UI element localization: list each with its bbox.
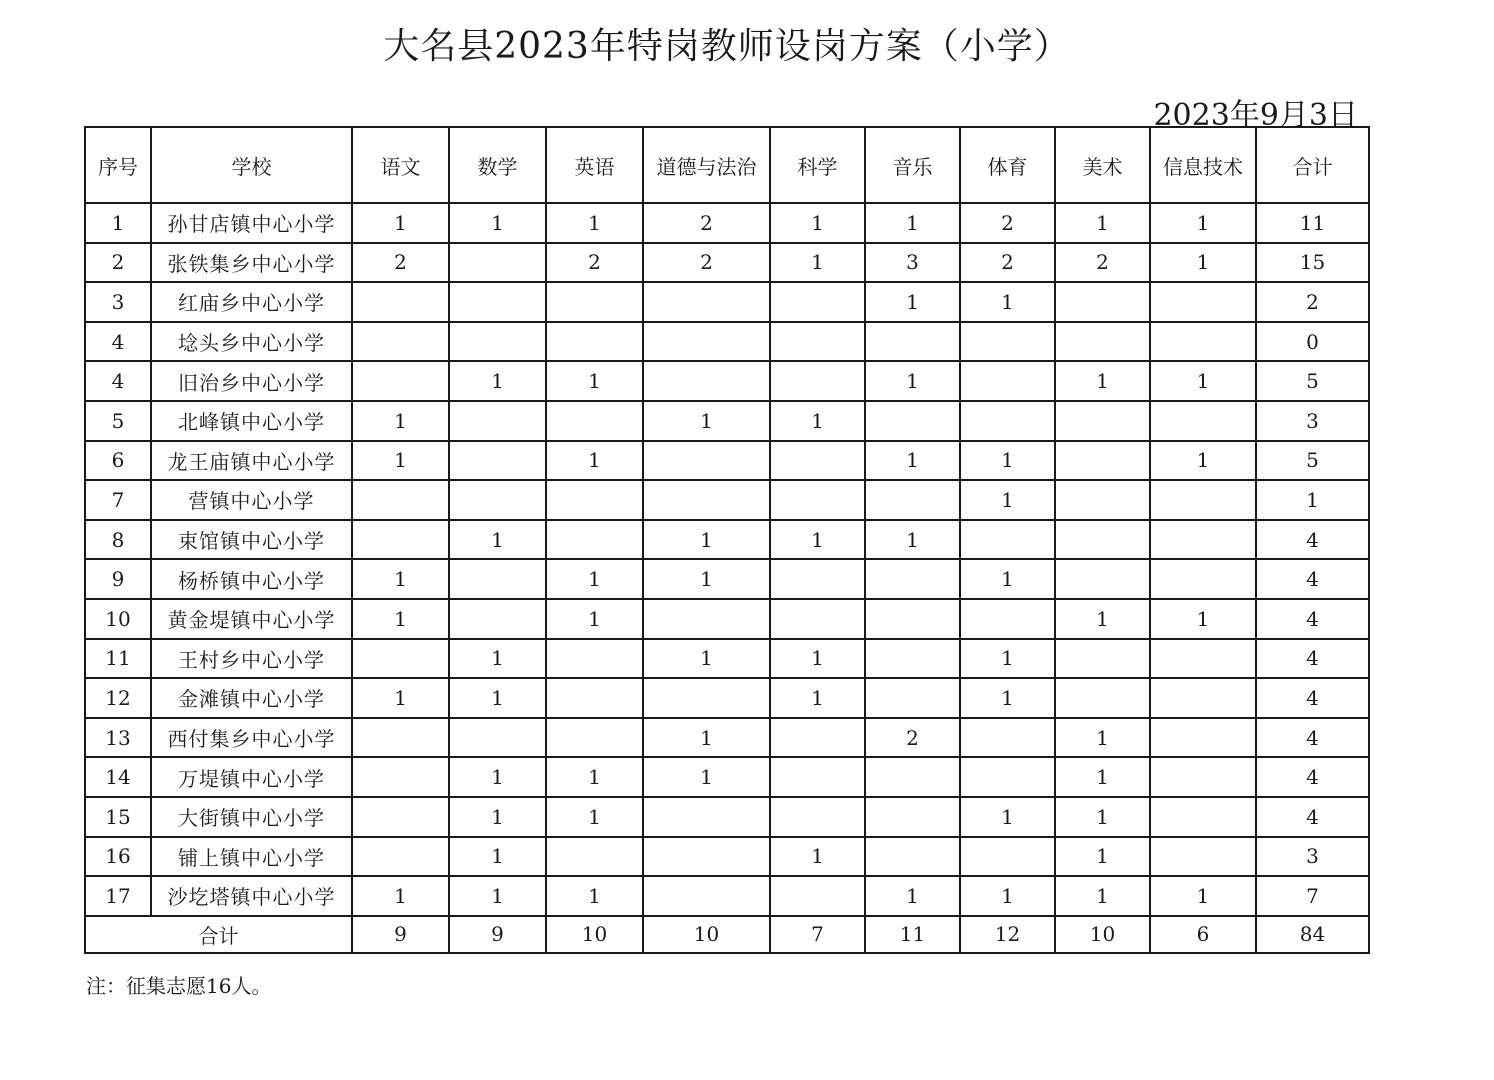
- post-count-cell: [770, 361, 865, 401]
- table-row: [85, 520, 1369, 560]
- post-count-cell: 1: [865, 441, 960, 481]
- column-header-pe: 体育: [960, 127, 1055, 203]
- table-row: [85, 480, 1369, 520]
- post-count-cell: [449, 243, 546, 283]
- table-row: [85, 361, 1369, 401]
- column-header-ethics-law: 道德与法治: [643, 127, 770, 203]
- column-header-index: 序号: [85, 127, 151, 203]
- post-count-cell: [865, 678, 960, 718]
- row-index-cell: 4: [85, 322, 151, 362]
- column-header-chinese: 语文: [352, 127, 449, 203]
- post-count-cell: 1: [770, 639, 865, 679]
- post-count-cell: [865, 480, 960, 520]
- post-count-cell: [643, 441, 770, 481]
- post-count-cell: 1: [643, 639, 770, 679]
- post-count-cell: [352, 837, 449, 877]
- post-count-cell: 1: [960, 282, 1055, 322]
- post-count-cell: 1: [546, 203, 643, 243]
- total-cell: 11: [865, 916, 960, 953]
- post-count-cell: [352, 718, 449, 758]
- post-count-cell: [1150, 480, 1256, 520]
- table-row: [85, 559, 1369, 599]
- totals-row: [85, 916, 1369, 953]
- row-total-cell: 4: [1256, 678, 1369, 718]
- post-count-cell: [1055, 322, 1150, 362]
- post-count-cell: 1: [770, 203, 865, 243]
- column-header-total: 合计: [1256, 127, 1369, 203]
- row-total-cell: 4: [1256, 599, 1369, 639]
- post-count-cell: [643, 837, 770, 877]
- post-count-cell: 1: [449, 876, 546, 916]
- total-cell: 7: [770, 916, 865, 953]
- post-count-cell: 2: [960, 243, 1055, 283]
- school-name-cell: 西付集乡中心小学: [151, 718, 352, 758]
- table-row: [85, 639, 1369, 679]
- post-count-cell: 1: [1150, 441, 1256, 481]
- post-count-cell: [1055, 401, 1150, 441]
- post-count-cell: [1055, 678, 1150, 718]
- row-total-cell: 4: [1256, 639, 1369, 679]
- column-header-it: 信息技术: [1150, 127, 1256, 203]
- school-name-cell: 北峰镇中心小学: [151, 401, 352, 441]
- row-index-cell: 6: [85, 441, 151, 481]
- post-count-cell: 1: [546, 559, 643, 599]
- column-header-art: 美术: [1055, 127, 1150, 203]
- post-count-cell: 1: [960, 480, 1055, 520]
- post-count-cell: [1055, 520, 1150, 560]
- post-count-cell: [1150, 797, 1256, 837]
- post-count-cell: [770, 282, 865, 322]
- post-count-cell: [1150, 639, 1256, 679]
- post-count-cell: [770, 599, 865, 639]
- school-name-cell: 王村乡中心小学: [151, 639, 352, 679]
- post-count-cell: [1150, 718, 1256, 758]
- post-count-cell: 1: [960, 876, 1055, 916]
- school-name-cell: 杨桥镇中心小学: [151, 559, 352, 599]
- row-index-cell: 5: [85, 401, 151, 441]
- school-name-cell: 营镇中心小学: [151, 480, 352, 520]
- post-count-cell: 1: [960, 797, 1055, 837]
- post-count-cell: 1: [643, 401, 770, 441]
- post-count-cell: [1055, 559, 1150, 599]
- total-cell: 6: [1150, 916, 1256, 953]
- post-count-cell: 1: [449, 520, 546, 560]
- post-count-cell: [643, 361, 770, 401]
- school-name-cell: 孙甘店镇中心小学: [151, 203, 352, 243]
- table-row: [85, 282, 1369, 322]
- post-count-cell: 1: [1055, 757, 1150, 797]
- post-count-cell: [1150, 757, 1256, 797]
- post-count-cell: 1: [1055, 876, 1150, 916]
- post-count-cell: 2: [352, 243, 449, 283]
- post-count-cell: [352, 480, 449, 520]
- post-count-cell: [770, 559, 865, 599]
- row-total-cell: 3: [1256, 401, 1369, 441]
- post-count-cell: 2: [546, 243, 643, 283]
- post-count-cell: 1: [449, 678, 546, 718]
- post-count-cell: 1: [1150, 203, 1256, 243]
- school-name-cell: 旧治乡中心小学: [151, 361, 352, 401]
- row-total-cell: 5: [1256, 441, 1369, 481]
- row-total-cell: 2: [1256, 282, 1369, 322]
- table-row: [85, 678, 1369, 718]
- post-count-cell: [449, 718, 546, 758]
- post-count-cell: 1: [449, 797, 546, 837]
- post-count-cell: 1: [352, 559, 449, 599]
- post-count-cell: [960, 520, 1055, 560]
- post-count-cell: 1: [546, 797, 643, 837]
- school-name-cell: 黄金堤镇中心小学: [151, 599, 352, 639]
- post-count-cell: [643, 480, 770, 520]
- post-count-cell: 1: [546, 876, 643, 916]
- post-count-cell: [449, 282, 546, 322]
- post-count-cell: 1: [865, 876, 960, 916]
- post-count-cell: [960, 361, 1055, 401]
- post-count-cell: [1055, 480, 1150, 520]
- post-count-cell: 2: [1055, 243, 1150, 283]
- post-count-cell: [352, 639, 449, 679]
- table-row: [85, 797, 1369, 837]
- post-count-cell: [960, 599, 1055, 639]
- post-count-cell: [546, 401, 643, 441]
- post-count-cell: 2: [643, 203, 770, 243]
- column-header-school: 学校: [151, 127, 352, 203]
- post-count-cell: 1: [449, 361, 546, 401]
- post-count-cell: [865, 757, 960, 797]
- post-count-cell: [1150, 282, 1256, 322]
- post-count-cell: 1: [960, 559, 1055, 599]
- post-count-cell: [865, 322, 960, 362]
- post-count-cell: 1: [1150, 876, 1256, 916]
- post-count-cell: [643, 678, 770, 718]
- row-total-cell: 5: [1256, 361, 1369, 401]
- post-count-cell: 1: [352, 678, 449, 718]
- total-cell: 9: [352, 916, 449, 953]
- post-count-cell: [865, 401, 960, 441]
- total-cell: 10: [546, 916, 643, 953]
- post-count-cell: [1055, 639, 1150, 679]
- post-count-cell: [352, 797, 449, 837]
- post-count-cell: [546, 520, 643, 560]
- row-index-cell: 16: [85, 837, 151, 877]
- post-count-cell: 1: [1055, 203, 1150, 243]
- post-count-cell: [449, 599, 546, 639]
- post-count-cell: 1: [1150, 361, 1256, 401]
- post-count-cell: [865, 797, 960, 837]
- post-count-cell: [643, 797, 770, 837]
- post-count-cell: [770, 441, 865, 481]
- post-count-cell: [1150, 520, 1256, 560]
- post-count-cell: 1: [865, 203, 960, 243]
- row-index-cell: 1: [85, 203, 151, 243]
- row-total-cell: 4: [1256, 559, 1369, 599]
- post-count-cell: [546, 678, 643, 718]
- post-count-cell: 1: [352, 203, 449, 243]
- row-total-cell: 7: [1256, 876, 1369, 916]
- post-count-cell: [546, 322, 643, 362]
- post-count-cell: 1: [643, 520, 770, 560]
- post-count-cell: 1: [1055, 797, 1150, 837]
- post-count-cell: 1: [643, 757, 770, 797]
- row-index-cell: 13: [85, 718, 151, 758]
- table-row: [85, 401, 1369, 441]
- total-cell: 10: [1055, 916, 1150, 953]
- post-count-cell: [960, 322, 1055, 362]
- post-count-cell: 1: [643, 718, 770, 758]
- post-count-cell: 1: [352, 401, 449, 441]
- post-count-cell: 1: [1055, 361, 1150, 401]
- post-count-cell: 1: [770, 837, 865, 877]
- post-count-cell: [770, 757, 865, 797]
- row-total-cell: 4: [1256, 520, 1369, 560]
- post-count-cell: [865, 837, 960, 877]
- post-count-cell: [960, 401, 1055, 441]
- post-count-cell: 2: [865, 718, 960, 758]
- row-total-cell: 4: [1256, 797, 1369, 837]
- post-count-cell: [1150, 837, 1256, 877]
- footnote: 注：征集志愿16人。: [86, 974, 272, 998]
- post-count-cell: 1: [1055, 599, 1150, 639]
- post-count-cell: 1: [449, 203, 546, 243]
- post-count-cell: 1: [449, 639, 546, 679]
- post-count-cell: [546, 718, 643, 758]
- post-count-cell: 1: [352, 599, 449, 639]
- post-count-cell: 1: [1055, 718, 1150, 758]
- total-cell: 9: [449, 916, 546, 953]
- post-count-cell: [1055, 441, 1150, 481]
- row-index-cell: 8: [85, 520, 151, 560]
- post-count-cell: [352, 361, 449, 401]
- post-count-cell: [960, 757, 1055, 797]
- row-index-cell: 3: [85, 282, 151, 322]
- post-count-cell: 1: [865, 282, 960, 322]
- row-total-cell: 4: [1256, 718, 1369, 758]
- post-count-cell: [865, 639, 960, 679]
- table-row: [85, 203, 1369, 243]
- post-count-cell: 1: [546, 441, 643, 481]
- post-count-cell: 2: [643, 243, 770, 283]
- column-header-math: 数学: [449, 127, 546, 203]
- post-count-cell: [546, 639, 643, 679]
- table-row: [85, 837, 1369, 877]
- post-count-cell: [643, 599, 770, 639]
- school-name-cell: 龙王庙镇中心小学: [151, 441, 352, 481]
- post-count-cell: [770, 718, 865, 758]
- table-header-row: [85, 127, 1369, 203]
- school-name-cell: 铺上镇中心小学: [151, 837, 352, 877]
- post-count-cell: [449, 401, 546, 441]
- row-index-cell: 17: [85, 876, 151, 916]
- post-count-cell: [865, 559, 960, 599]
- column-header-science: 科学: [770, 127, 865, 203]
- row-index-cell: 4: [85, 361, 151, 401]
- post-count-cell: 1: [770, 243, 865, 283]
- school-name-cell: 束馆镇中心小学: [151, 520, 352, 560]
- post-count-cell: [1150, 559, 1256, 599]
- post-count-cell: 1: [865, 361, 960, 401]
- post-count-cell: 1: [449, 837, 546, 877]
- post-count-cell: [1150, 322, 1256, 362]
- school-name-cell: 红庙乡中心小学: [151, 282, 352, 322]
- row-total-cell: 3: [1256, 837, 1369, 877]
- post-count-cell: 1: [1055, 837, 1150, 877]
- school-name-cell: 大街镇中心小学: [151, 797, 352, 837]
- school-name-cell: 沙圪塔镇中心小学: [151, 876, 352, 916]
- post-count-cell: [770, 322, 865, 362]
- post-count-cell: [449, 559, 546, 599]
- post-count-cell: 1: [1150, 243, 1256, 283]
- post-count-cell: 1: [352, 876, 449, 916]
- table-row: [85, 757, 1369, 797]
- row-total-cell: 15: [1256, 243, 1369, 283]
- post-count-cell: [449, 480, 546, 520]
- school-name-cell: 埝头乡中心小学: [151, 322, 352, 362]
- post-count-cell: 1: [770, 520, 865, 560]
- table-row: [85, 322, 1369, 362]
- post-count-cell: [770, 876, 865, 916]
- school-name-cell: 金滩镇中心小学: [151, 678, 352, 718]
- post-count-cell: [546, 837, 643, 877]
- table-row: [85, 243, 1369, 283]
- column-header-english: 英语: [546, 127, 643, 203]
- table-row: [85, 599, 1369, 639]
- row-index-cell: 14: [85, 757, 151, 797]
- post-count-cell: [865, 599, 960, 639]
- table-row: [85, 876, 1369, 916]
- post-count-cell: 1: [770, 401, 865, 441]
- post-count-cell: [770, 797, 865, 837]
- post-count-cell: 1: [1150, 599, 1256, 639]
- school-name-cell: 万堤镇中心小学: [151, 757, 352, 797]
- post-count-cell: [960, 718, 1055, 758]
- total-cell: 10: [643, 916, 770, 953]
- row-index-cell: 7: [85, 480, 151, 520]
- page-title: 大名县2023年特岗教师设岗方案（小学）: [383, 26, 1071, 67]
- post-count-cell: [352, 322, 449, 362]
- row-index-cell: 10: [85, 599, 151, 639]
- table-row: [85, 718, 1369, 758]
- post-count-cell: 3: [865, 243, 960, 283]
- post-count-cell: [352, 757, 449, 797]
- total-cell: 84: [1256, 916, 1369, 953]
- post-count-cell: [352, 520, 449, 560]
- post-count-cell: 2: [960, 203, 1055, 243]
- post-count-cell: [643, 876, 770, 916]
- post-count-cell: 1: [643, 559, 770, 599]
- post-count-cell: [643, 282, 770, 322]
- post-count-cell: 1: [865, 520, 960, 560]
- total-cell: 12: [960, 916, 1055, 953]
- school-name-cell: 张铁集乡中心小学: [151, 243, 352, 283]
- row-index-cell: 12: [85, 678, 151, 718]
- row-total-cell: 11: [1256, 203, 1369, 243]
- post-count-cell: [1055, 282, 1150, 322]
- post-count-cell: 1: [960, 441, 1055, 481]
- row-index-cell: 2: [85, 243, 151, 283]
- post-count-cell: [1150, 678, 1256, 718]
- row-total-cell: 1: [1256, 480, 1369, 520]
- post-count-cell: 1: [770, 678, 865, 718]
- row-index-cell: 15: [85, 797, 151, 837]
- post-count-cell: [643, 322, 770, 362]
- post-count-cell: [546, 282, 643, 322]
- post-count-cell: 1: [449, 757, 546, 797]
- row-index-cell: 9: [85, 559, 151, 599]
- document-date: 2023年9月3日: [1153, 98, 1358, 133]
- post-count-cell: 1: [546, 757, 643, 797]
- post-count-cell: 1: [352, 441, 449, 481]
- post-count-cell: [352, 282, 449, 322]
- post-count-cell: [449, 322, 546, 362]
- row-index-cell: 11: [85, 639, 151, 679]
- row-total-cell: 0: [1256, 322, 1369, 362]
- post-count-cell: [546, 480, 643, 520]
- post-count-cell: [770, 480, 865, 520]
- table-body: [85, 203, 1369, 916]
- table-row: [85, 441, 1369, 481]
- post-count-cell: [960, 837, 1055, 877]
- post-count-cell: 1: [546, 599, 643, 639]
- post-count-cell: 1: [960, 678, 1055, 718]
- post-count-cell: 1: [546, 361, 643, 401]
- post-count-cell: [449, 441, 546, 481]
- post-allocation-table: [84, 126, 1370, 954]
- column-header-music: 音乐: [865, 127, 960, 203]
- totals-label: 合计: [85, 916, 352, 953]
- post-count-cell: [1150, 401, 1256, 441]
- row-total-cell: 4: [1256, 757, 1369, 797]
- post-count-cell: 1: [960, 639, 1055, 679]
